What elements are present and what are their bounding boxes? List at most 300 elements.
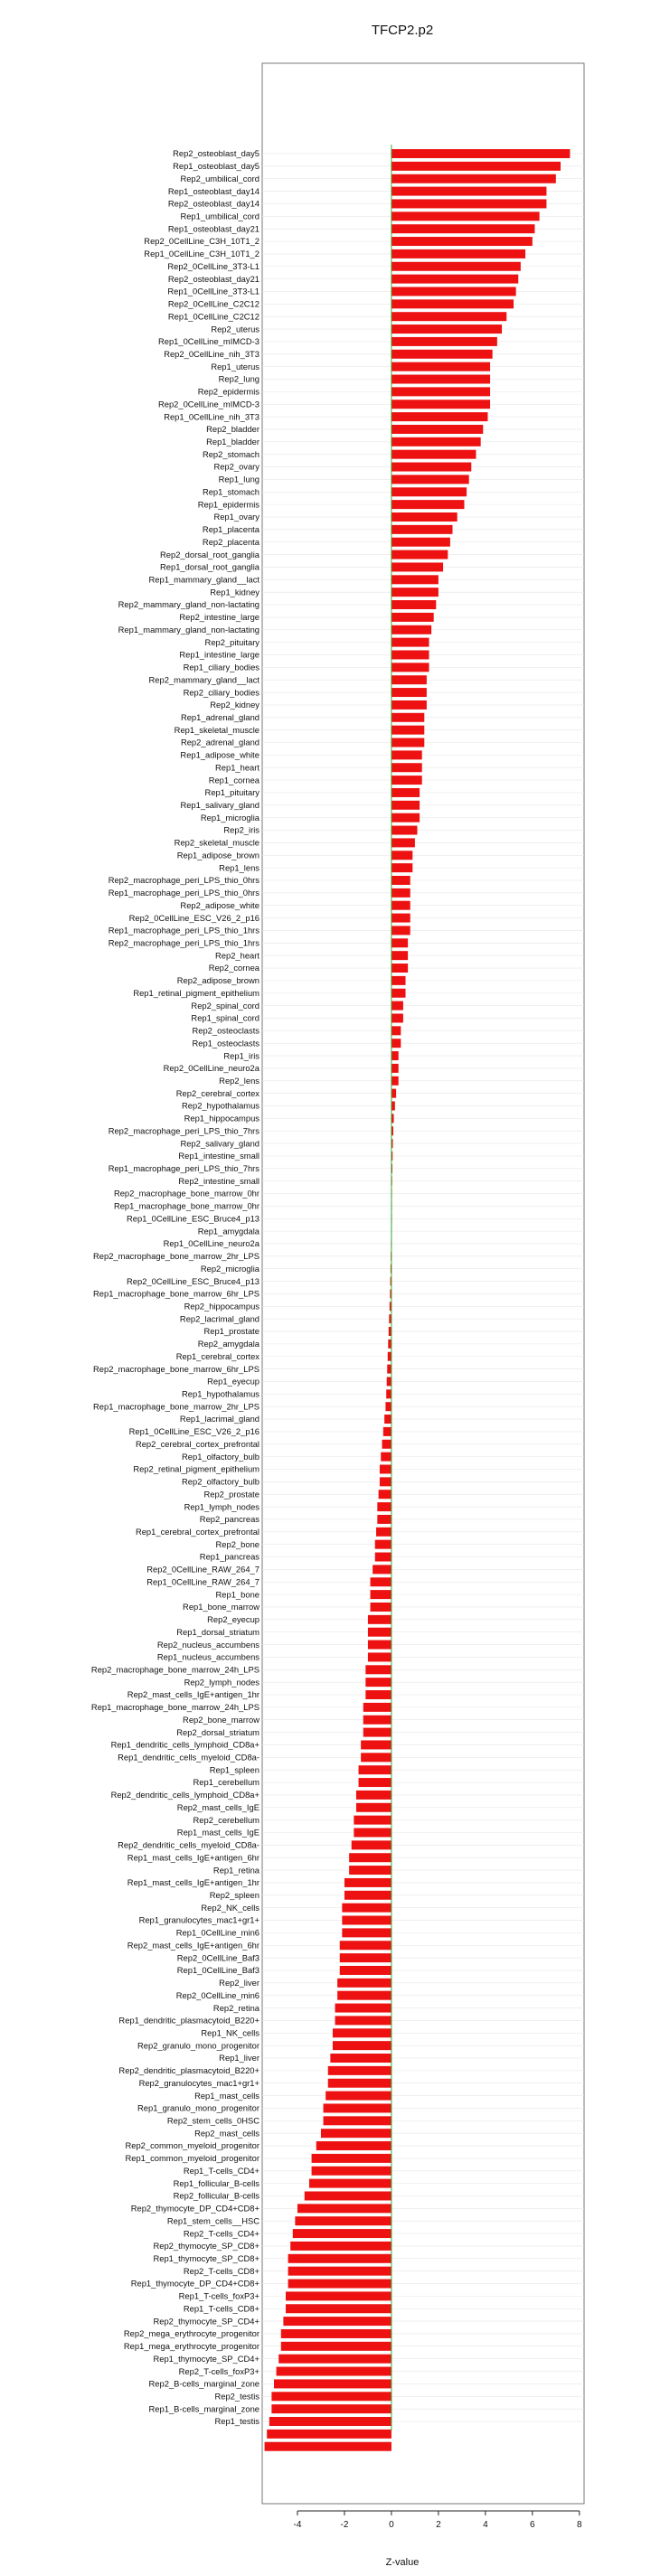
bar — [392, 625, 431, 635]
bar — [392, 976, 406, 985]
category-label: Rep1_bladder — [206, 437, 259, 447]
category-label: Rep1_retinal_pigment_epithelium — [133, 987, 259, 998]
category-label: Rep1_T-cells_CD8+ — [183, 2303, 259, 2314]
category-label: Rep1_0CellLine_RAW_264_7 — [146, 1576, 259, 1587]
category-label: Rep1_eyecup — [207, 1376, 259, 1387]
bar — [354, 1816, 392, 1825]
bar — [392, 876, 410, 885]
category-label: Rep1_cerebral_cortex — [175, 1350, 259, 1361]
bar — [371, 1603, 392, 1612]
category-label: Rep2_microglia — [200, 1263, 259, 1274]
bar — [290, 2242, 392, 2251]
bar — [305, 2191, 392, 2200]
category-label: Rep2_dendritic_cells_lymphoid_CD8a+ — [110, 1790, 259, 1800]
category-label: Rep1_0CellLine_nih_3T3 — [164, 411, 259, 422]
category-label: Rep2_mast_cells_IgE+antigen_6hr — [127, 1940, 259, 1951]
category-label: Rep2_liver — [219, 1978, 259, 1988]
bar — [392, 475, 469, 484]
bar — [392, 813, 420, 823]
category-label: Rep1_heart — [215, 762, 259, 773]
category-label: Rep2_dorsal_striatum — [176, 1726, 259, 1737]
category-label: Rep1_0CellLine_mIMCD-3 — [157, 336, 259, 347]
bar — [392, 337, 497, 346]
category-label: Rep2_0CellLine_neuro2a — [163, 1063, 259, 1074]
category-label: Rep2_eyecup — [207, 1614, 259, 1625]
category-label: Rep2_0CellLine_RAW_264_7 — [146, 1564, 259, 1575]
bar — [392, 726, 424, 735]
category-label: Rep2_osteoclasts — [192, 1025, 259, 1036]
category-label: Rep2_cornea — [208, 963, 259, 973]
bar — [392, 162, 561, 171]
category-label: Rep2_cerebral_cortex — [175, 1087, 259, 1098]
category-label: Rep1_pituitary — [204, 787, 259, 798]
category-label: Rep1_0CellLine_ESC_Bruce4_p13 — [127, 1213, 259, 1224]
category-label: Rep2_retina — [212, 2002, 259, 2013]
category-label: Rep1_hypothalamus — [182, 1388, 259, 1399]
category-label: Rep1_NK_cells — [201, 2027, 259, 2038]
bar — [392, 989, 406, 998]
category-label: Rep2_0CellLine_ESC_Bruce4_p13 — [127, 1275, 259, 1286]
bar — [392, 600, 436, 609]
category-label: Rep1_mast_cells_IgE+antigen_1hr — [127, 1877, 259, 1888]
x-tick-label: -4 — [293, 2520, 302, 2530]
bar — [392, 538, 450, 547]
bar — [392, 1026, 401, 1035]
bar — [392, 650, 429, 659]
bar — [283, 2317, 392, 2326]
category-label: Rep1_umbilical_cord — [180, 211, 259, 221]
category-label: Rep1_nucleus_accumbens — [156, 1651, 259, 1662]
category-label: Rep2_spinal_cord — [191, 1000, 259, 1011]
category-label: Rep2_mammary_gland__lact — [148, 674, 259, 685]
bar — [379, 1490, 392, 1499]
bar — [392, 613, 434, 622]
category-label: Rep2_amygdala — [197, 1339, 259, 1349]
bar — [288, 2254, 392, 2263]
category-label: Rep1_lacrimal_gland — [179, 1414, 259, 1424]
category-label: Rep2_stem_cells_0HSC — [166, 2115, 259, 2126]
bar — [335, 2016, 392, 2025]
bar — [361, 1753, 392, 1762]
category-label: Rep1_olfactory_bulb — [182, 1451, 259, 1462]
bar — [377, 1515, 392, 1524]
category-label: Rep2_bladder — [206, 424, 259, 435]
bar — [392, 1089, 396, 1098]
bar — [392, 951, 408, 960]
category-label: Rep1_mast_cells_IgE — [176, 1827, 259, 1838]
category-label: Rep1_adipose_white — [180, 749, 259, 760]
category-label: Rep1_macrophage_bone_marrow_2hr_LPS — [93, 1401, 259, 1412]
category-label: Rep1_macrophage_bone_marrow_24h_LPS — [90, 1702, 259, 1713]
category-label: Rep2_umbilical_cord — [180, 173, 259, 183]
bar — [375, 1553, 392, 1562]
x-axis-label: Z-value — [385, 2557, 420, 2568]
category-label: Rep2_macrophage_peri_LPS_thio_7hrs — [108, 1125, 259, 1136]
bar — [392, 863, 412, 872]
category-label: Rep2_granulocytes_mac1+gr1+ — [138, 2077, 259, 2088]
category-label: Rep1_ovary — [213, 512, 259, 522]
bar — [342, 1928, 392, 1937]
category-label: Rep1_stem_cells__HSC — [166, 2215, 259, 2226]
bar — [328, 2066, 392, 2075]
bar — [392, 901, 410, 910]
bar — [309, 2179, 392, 2188]
bar — [288, 2280, 392, 2289]
bar — [381, 1453, 392, 1462]
category-label: Rep2_lacrimal_gland — [179, 1313, 259, 1324]
x-tick-label: 0 — [389, 2520, 394, 2530]
bar — [392, 788, 420, 797]
category-label: Rep1_0CellLine_min6 — [175, 1927, 259, 1938]
bar — [392, 801, 420, 810]
bar — [295, 2216, 392, 2225]
category-label: Rep2_spleen — [209, 1890, 259, 1901]
bar — [340, 1953, 392, 1962]
bar — [297, 2204, 392, 2213]
bar — [363, 1728, 392, 1737]
category-label: Rep1_0CellLine_C3H_10T1_2 — [144, 249, 259, 259]
category-label: Rep2_mammary_gland_non-lactating — [118, 599, 259, 610]
category-label: Rep2_osteoblast_day14 — [167, 198, 259, 209]
bar — [388, 1340, 392, 1349]
category-label: Rep1_follicular_B-cells — [173, 2177, 259, 2188]
category-label: Rep2_thymocyte_SP_CD4+ — [153, 2316, 259, 2327]
category-label: Rep2_dendritic_plasmacytoid_B220+ — [118, 2065, 259, 2076]
category-label: Rep2_adipose_brown — [176, 975, 259, 986]
category-label: Rep1_macrophage_peri_LPS_thio_7hrs — [108, 1163, 259, 1174]
category-label: Rep2_osteoblast_day5 — [173, 148, 259, 159]
category-label: Rep1_skeletal_muscle — [174, 724, 259, 735]
category-label: Rep1_0CellLine_neuro2a — [163, 1238, 259, 1249]
category-label: Rep2_dorsal_root_ganglia — [160, 549, 259, 559]
bar — [333, 2028, 392, 2037]
bar — [344, 1891, 392, 1900]
bar — [392, 964, 408, 973]
category-label: Rep2_0CellLine_Baf3 — [176, 1952, 259, 1963]
category-label: Rep1_amygdala — [197, 1226, 259, 1236]
bar — [385, 1402, 391, 1411]
bar — [267, 2430, 392, 2439]
bar — [365, 1665, 392, 1674]
bar — [392, 776, 422, 785]
category-label: Rep2_0CellLine_C2C12 — [167, 298, 259, 309]
bar — [392, 362, 490, 371]
category-label: Rep2_hypothalamus — [182, 1100, 259, 1111]
category-label: Rep1_T-cells_CD4+ — [183, 2165, 259, 2176]
bar — [392, 437, 481, 447]
category-label: Rep2_placenta — [202, 536, 259, 547]
bar — [392, 1102, 395, 1111]
bar — [365, 1678, 392, 1687]
category-label: Rep1_intestine_large — [179, 649, 259, 660]
category-label: Rep1_microglia — [200, 812, 259, 823]
category-label: Rep1_ciliary_bodies — [183, 662, 259, 672]
category-label: Rep1_thymocyte_DP_CD4+CD8+ — [130, 2278, 259, 2289]
bar — [281, 2342, 392, 2351]
bar — [392, 938, 408, 947]
category-label: Rep2_ovary — [213, 461, 259, 472]
bar — [392, 187, 547, 196]
bar — [271, 2404, 392, 2413]
bar — [392, 500, 465, 509]
bar — [392, 450, 476, 459]
category-label: Rep1_bone_marrow — [183, 1602, 259, 1612]
category-label: Rep2_0CellLine_min6 — [175, 1989, 259, 2000]
bar — [326, 2092, 392, 2101]
bar — [278, 2355, 392, 2364]
category-label: Rep1_B-cells_marginal_zone — [148, 2403, 259, 2414]
category-label: Rep1_retina — [212, 1865, 259, 1876]
bar — [382, 1440, 392, 1449]
category-label: Rep2_macrophage_bone_marrow_6hr_LPS — [93, 1363, 259, 1374]
bar — [281, 2329, 392, 2338]
bar — [321, 2129, 392, 2138]
bar — [392, 1064, 399, 1073]
bar — [337, 1991, 392, 2000]
bar — [363, 1716, 392, 1725]
bar — [392, 1051, 399, 1060]
category-label: Rep1_osteoblast_day5 — [173, 161, 259, 172]
category-label: Rep2_iris — [223, 824, 259, 835]
bar — [392, 713, 424, 722]
category-label: Rep1_salivary_gland — [180, 800, 259, 811]
bar — [383, 1427, 392, 1436]
bar — [349, 1866, 392, 1875]
bar — [392, 400, 490, 409]
bar — [312, 2154, 392, 2163]
category-label: Rep2_thymocyte_DP_CD4+CD8+ — [130, 2203, 259, 2214]
category-label: Rep2_NK_cells — [201, 1902, 259, 1913]
chart-title: TFCP2.p2 — [371, 23, 434, 38]
category-label: Rep1_cerebral_cortex_prefrontal — [135, 1527, 259, 1537]
category-label: Rep1_liver — [219, 2053, 259, 2064]
bar — [392, 1039, 401, 1048]
category-label: Rep2_mast_cells — [194, 2128, 259, 2139]
bar — [387, 1377, 392, 1386]
category-label: Rep1_thymocyte_SP_CD8+ — [153, 2252, 259, 2263]
bar — [392, 249, 525, 259]
bar — [352, 1840, 392, 1849]
bar — [356, 1803, 392, 1812]
category-label: Rep1_uterus — [211, 361, 259, 371]
bar — [392, 888, 410, 898]
bar — [324, 2116, 392, 2125]
category-label: Rep1_mega_erythrocyte_progenitor — [123, 2341, 259, 2352]
bar — [356, 1791, 392, 1800]
bar — [269, 2417, 392, 2426]
bar — [359, 1778, 392, 1787]
category-label: Rep2_thymocyte_SP_CD8+ — [153, 2241, 259, 2252]
category-label: Rep2_lymph_nodes — [184, 1677, 259, 1688]
category-label: Rep2_stomach — [202, 448, 259, 459]
bar — [392, 212, 540, 221]
category-label: Rep1_lymph_nodes — [184, 1501, 259, 1512]
category-label: Rep1_cornea — [208, 775, 259, 785]
category-label: Rep1_kidney — [210, 587, 259, 597]
bar — [293, 2229, 392, 2238]
bar — [286, 2291, 392, 2300]
category-label: Rep1_dendritic_cells_lymphoid_CD8a+ — [110, 1739, 259, 1750]
bar — [335, 2004, 392, 2013]
category-label: Rep1_0CellLine_ESC_V26_2_p16 — [128, 1426, 259, 1437]
category-label: Rep2_macrophage_peri_LPS_thio_0hrs — [108, 875, 259, 886]
bar — [368, 1652, 392, 1661]
category-label: Rep2_pancreas — [199, 1514, 259, 1525]
bar — [392, 700, 427, 710]
bar — [392, 237, 533, 246]
bar — [368, 1615, 392, 1624]
category-label: Rep2_nucleus_accumbens — [156, 1639, 259, 1650]
bar — [392, 1013, 403, 1022]
bar — [392, 738, 424, 747]
bar — [342, 1904, 392, 1913]
category-label: Rep2_uterus — [211, 324, 259, 334]
category-label: Rep2_macrophage_bone_marrow_24h_LPS — [90, 1664, 259, 1675]
bar — [354, 1829, 392, 1838]
bar — [344, 1878, 392, 1887]
bar — [392, 487, 467, 496]
bar — [377, 1502, 392, 1511]
category-label: Rep2_prostate — [203, 1489, 259, 1500]
category-label: Rep1_osteoblast_day14 — [167, 185, 259, 196]
bar — [373, 1565, 392, 1574]
category-label: Rep2_cerebellum — [193, 1814, 259, 1825]
bar — [340, 1966, 392, 1975]
bar — [271, 2392, 392, 2401]
category-label: Rep2_retinal_pigment_epithelium — [133, 1463, 259, 1474]
bar — [368, 1628, 392, 1637]
category-label: Rep1_dendritic_cells_myeloid_CD8a- — [118, 1752, 259, 1763]
category-label: Rep2_common_myeloid_progenitor — [125, 2140, 259, 2151]
bar — [368, 1641, 392, 1650]
category-label: Rep1_prostate — [203, 1326, 259, 1337]
category-label: Rep2_macrophage_bone_marrow_0hr — [113, 1188, 259, 1199]
bar — [392, 387, 490, 396]
bar — [392, 914, 410, 923]
bar — [324, 2103, 392, 2112]
category-label: Rep2_mega_erythrocyte_progenitor — [123, 2328, 259, 2339]
bar — [376, 1528, 392, 1537]
category-label: Rep1_mast_cells — [194, 2090, 259, 2101]
category-label: Rep1_testis — [214, 2416, 259, 2427]
bar — [384, 1415, 392, 1424]
bar — [333, 2041, 392, 2050]
bar — [392, 299, 514, 308]
category-label: Rep2_granulo_mono_progenitor — [137, 2040, 259, 2051]
bar — [392, 324, 502, 334]
bar — [392, 1001, 403, 1011]
category-label: Rep2_B-cells_marginal_zone — [148, 2378, 259, 2389]
bar — [392, 412, 488, 421]
category-label: Rep1_mast_cells_IgE+antigen_6hr — [127, 1852, 259, 1863]
category-label: Rep2_pituitary — [204, 636, 259, 647]
bar — [363, 1703, 392, 1712]
category-label: Rep2_macrophage_bone_marrow_2hr_LPS — [93, 1251, 259, 1262]
bar — [392, 750, 422, 759]
bar — [365, 1690, 392, 1699]
bar — [288, 2267, 392, 2276]
category-label: Rep1_osteoclasts — [192, 1038, 259, 1048]
bar — [392, 838, 415, 847]
bar — [312, 2167, 392, 2176]
bar — [340, 1941, 392, 1950]
category-label: Rep2_mast_cells_IgE — [176, 1801, 259, 1812]
bar — [371, 1577, 392, 1586]
category-label: Rep2_0CellLine_3T3-L1 — [167, 260, 259, 271]
category-label: Rep2_macrophage_peri_LPS_thio_1hrs — [108, 937, 259, 948]
bar — [330, 2054, 392, 2063]
category-label: Rep2_follicular_B-cells — [173, 2190, 259, 2201]
category-label: Rep1_dorsal_root_ganglia — [160, 561, 259, 572]
category-label: Rep2_adrenal_gland — [180, 737, 259, 747]
category-label: Rep2_dendritic_cells_myeloid_CD8a- — [118, 1839, 259, 1850]
bar — [388, 1352, 392, 1361]
bar — [387, 1365, 392, 1374]
category-label: Rep2_bone_marrow — [183, 1714, 259, 1725]
category-label: Rep1_dendritic_plasmacytoid_B220+ — [118, 2015, 259, 2026]
category-label: Rep1_macrophage_bone_marrow_6hr_LPS — [93, 1288, 259, 1299]
category-label: Rep1_intestine_small — [178, 1151, 259, 1161]
bar — [392, 512, 458, 522]
bar — [392, 199, 547, 208]
category-label: Rep1_osteoblast_day21 — [167, 223, 259, 234]
category-label: Rep1_T-cells_foxP3+ — [178, 2290, 259, 2301]
category-label: Rep2_lung — [218, 373, 259, 384]
category-label: Rep2_bone — [215, 1538, 259, 1549]
category-label: Rep2_kidney — [210, 700, 259, 710]
bar — [392, 588, 439, 597]
category-label: Rep2_epidermis — [197, 386, 259, 397]
category-label: Rep2_salivary_gland — [180, 1138, 259, 1149]
category-label: Rep1_dorsal_striatum — [176, 1626, 259, 1637]
category-label: Rep2_osteoblast_day21 — [167, 273, 259, 284]
category-label: Rep1_0CellLine_C2C12 — [167, 311, 259, 322]
bar — [286, 2304, 392, 2313]
category-label: Rep2_mast_cells_IgE+antigen_1hr — [127, 1689, 259, 1700]
category-label: Rep2_cerebral_cortex_prefrontal — [135, 1438, 259, 1449]
bar — [392, 463, 471, 472]
category-label: Rep1_mammary_gland_non-lactating — [118, 624, 259, 635]
bar — [392, 763, 422, 772]
category-label: Rep2_0CellLine_nih_3T3 — [164, 348, 259, 359]
category-labels — [91, 148, 260, 2426]
category-label: Rep1_bone — [215, 1589, 259, 1600]
bar — [392, 926, 410, 935]
bar — [392, 224, 535, 233]
category-label: Rep1_0CellLine_Baf3 — [176, 1965, 259, 1976]
bar — [392, 638, 429, 647]
category-label: Rep1_macrophage_bone_marrow_0hr — [113, 1200, 259, 1211]
bar — [386, 1389, 392, 1398]
bar — [392, 663, 429, 672]
bar — [392, 149, 570, 158]
category-label: Rep2_intestine_large — [179, 612, 259, 623]
category-label: Rep1_spleen — [209, 1764, 259, 1775]
bar — [277, 2367, 392, 2376]
category-label: Rep2_hippocampus — [184, 1301, 259, 1312]
category-label: Rep1_macrophage_peri_LPS_thio_0hrs — [108, 888, 259, 898]
bar — [265, 2442, 392, 2451]
category-label: Rep1_hippocampus — [184, 1113, 259, 1123]
category-label: Rep2_0CellLine_ESC_V26_2_p16 — [128, 912, 259, 923]
category-label: Rep1_stomach — [202, 486, 259, 497]
category-label: Rep1_cerebellum — [193, 1777, 259, 1788]
category-label: Rep1_lung — [218, 474, 259, 484]
bar — [392, 550, 448, 559]
bar — [392, 425, 483, 434]
x-tick-label: -2 — [340, 2520, 349, 2530]
category-label: Rep2_0CellLine_mIMCD-3 — [157, 399, 259, 409]
